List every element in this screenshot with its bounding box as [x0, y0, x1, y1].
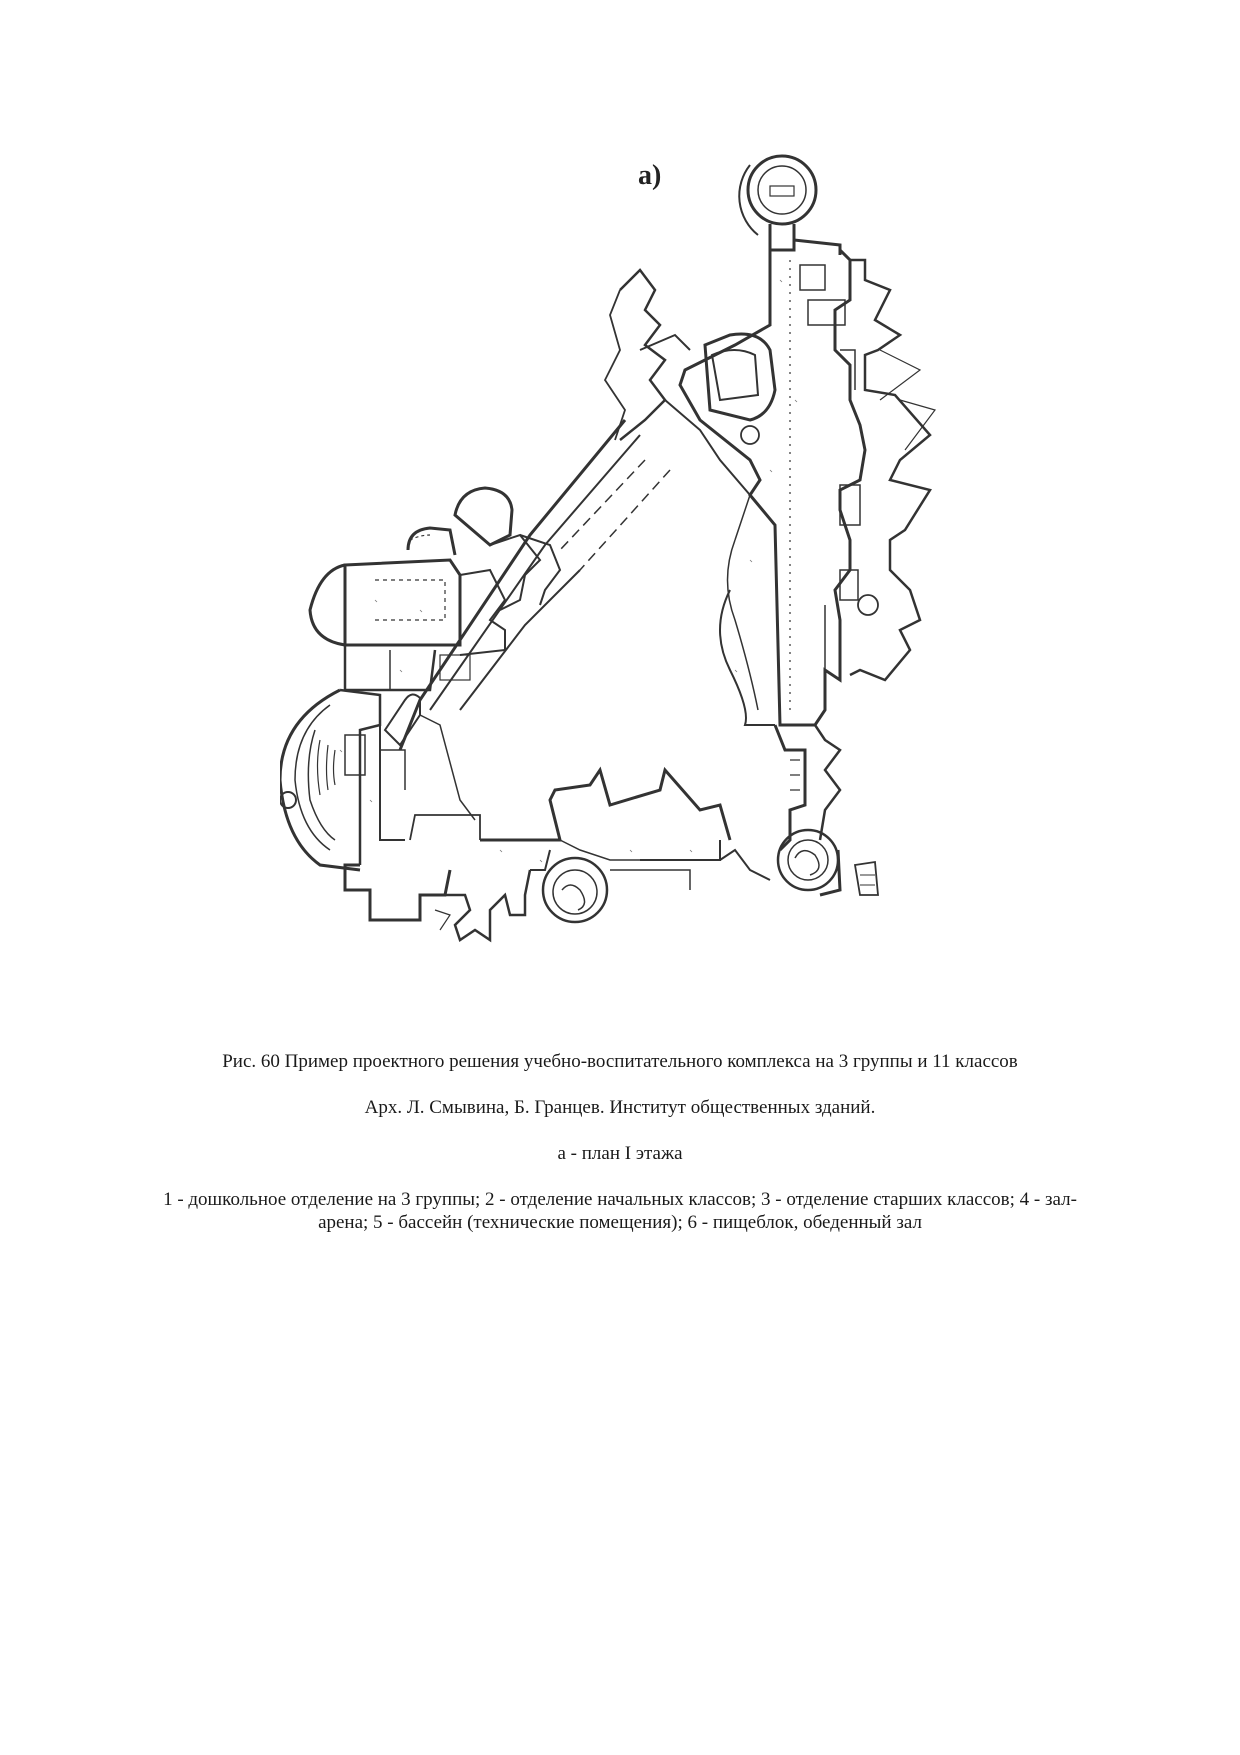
floor-plan-drawing	[280, 150, 980, 1030]
upper-left-wing	[605, 270, 750, 495]
amphitheater-hall	[280, 690, 405, 870]
bottom-wing	[345, 770, 770, 940]
figure-label: а)	[638, 160, 662, 191]
caption-authors: Арх. Л. Смывина, Б. Гранцев. Институт общественных зданий.	[364, 1097, 876, 1118]
floor-plan-figure	[280, 150, 980, 1030]
caption-title: Рис. 60 Пример проектного решения учебно-воспитательного комплекса на 3 группы и 11 классов	[222, 1051, 1018, 1072]
top-tower	[739, 156, 840, 255]
stair-oval	[385, 694, 475, 820]
caption-subtitle: а - план I этажа	[557, 1143, 683, 1164]
left-upper-block	[310, 488, 560, 690]
diagonal-gallery	[400, 420, 670, 750]
caption-legend: 1 - дошкольное отделение на 3 группы; 2 - отделение начальных классов; 3 - отделение старших классов; 4 - зал-арена; 5 - бассейн (технические помещения); 6 - пищеблок, обеденный зал	[163, 1189, 1077, 1233]
figure-captions	[140, 1050, 1100, 1234]
right-wing	[680, 250, 935, 725]
right-lower-wing	[720, 495, 878, 895]
